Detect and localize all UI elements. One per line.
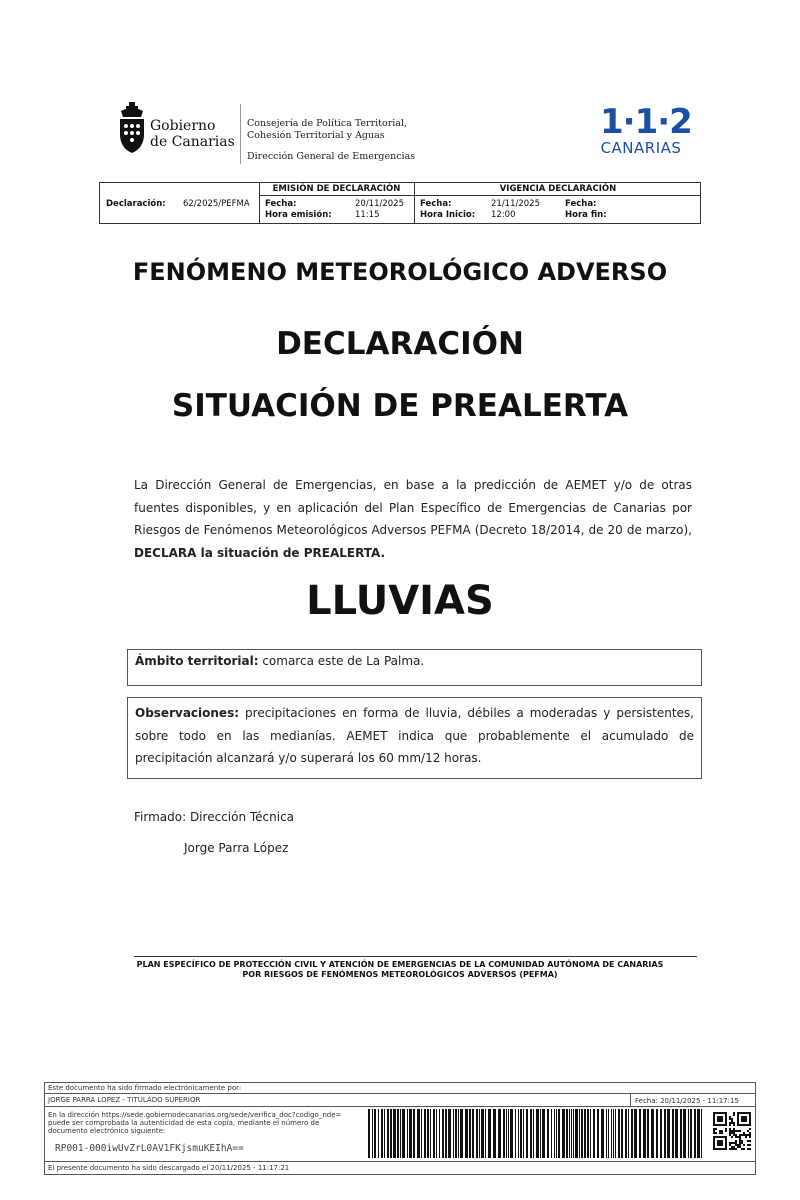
qr-module (747, 1148, 749, 1150)
gobierno-line1: Gobierno (150, 118, 216, 134)
barcode-bar (601, 1109, 604, 1158)
qr-module (713, 1128, 715, 1130)
qr-module (741, 1142, 743, 1144)
qr-module (733, 1124, 735, 1126)
barcode-bar (554, 1109, 555, 1158)
qr-module (745, 1136, 747, 1138)
barcode-bar (518, 1109, 519, 1158)
barcode-bar (503, 1109, 505, 1158)
consejeria-line2: Cohesión Territorial y Aguas (247, 130, 385, 141)
barcode-bar (621, 1109, 623, 1158)
qr-module (737, 1144, 739, 1146)
codigo-documento: RP001-000iwUvZrL0AV1FKjsmuKEIhA== (55, 1143, 244, 1154)
qr-finder (741, 1116, 747, 1122)
hora-fin-label: Hora fin: (565, 210, 607, 220)
declaracion-label: Declaración: (106, 199, 166, 209)
qr-module (735, 1142, 737, 1144)
barcode-bar (439, 1109, 440, 1158)
barcode-bar (618, 1109, 620, 1158)
barcode-bar (515, 1109, 516, 1158)
qr-module (749, 1128, 751, 1130)
barcode-bar (634, 1109, 637, 1158)
barcode-bar (387, 1109, 389, 1158)
barcode-bar (393, 1109, 396, 1158)
barcode-bar (694, 1109, 696, 1158)
gobierno-canarias-shield-icon (118, 102, 146, 154)
barcode-bar (547, 1109, 549, 1158)
gobierno-line2: de Canarias (150, 134, 235, 150)
barcode-bar (597, 1109, 599, 1158)
qr-module (713, 1132, 715, 1134)
qr-module (729, 1124, 731, 1126)
title-lluvias: LLUVIAS (306, 578, 494, 624)
qr-module (713, 1130, 715, 1132)
vigencia-header: VIGENCIA DECLARACIÓN (499, 184, 617, 194)
consejeria-name (247, 118, 407, 142)
qr-module (749, 1144, 751, 1146)
barcode-bar (680, 1109, 682, 1158)
barcode-bar (368, 1109, 370, 1158)
barcode-bar (675, 1109, 678, 1158)
sig-row (45, 1161, 755, 1162)
qr-module (735, 1136, 737, 1138)
barcode-bar (579, 1109, 580, 1158)
vigencia-fecha-label: Fecha: (420, 199, 452, 209)
firmante-text: JORGE PARRA LOPEZ - TITULADO SUPERIOR (48, 1096, 201, 1104)
barcode-bar (536, 1109, 539, 1158)
qr-module (731, 1122, 733, 1124)
barcode-bar (690, 1109, 692, 1158)
barcode-bar (672, 1109, 674, 1158)
qr-module (725, 1130, 727, 1132)
barcode-bar (651, 1109, 654, 1158)
barcode-bar (409, 1109, 412, 1158)
barcode-bar (455, 1109, 457, 1158)
qr-module (731, 1130, 733, 1132)
footer-line2: POR RIESGOS DE FENÓMENOS METEOROLÓGICOS ADVERSOS (PEFMA) (242, 970, 558, 979)
qr-module (731, 1142, 733, 1144)
qr-module (729, 1130, 731, 1132)
qr-module (739, 1130, 741, 1132)
qr-module (733, 1128, 735, 1130)
qr-module (739, 1146, 741, 1148)
emision-fecha-label: Fecha: (265, 199, 297, 209)
gobierno-canarias-name (150, 118, 235, 150)
barcode-bar (647, 1109, 649, 1158)
qr-module (733, 1122, 735, 1124)
header-divider (240, 104, 241, 164)
qr-module (739, 1142, 741, 1144)
barcode-bar (400, 1109, 401, 1158)
footer-line1: PLAN ESPECÍFICO DE PROTECCIÓN CIVIL Y ATENCIÓN DE EMERGENCIAS DE LA COMUNIDAD AUTÓNOMA DE CANARIAS (136, 960, 664, 969)
qr-module (729, 1116, 731, 1118)
barcode-bar (433, 1109, 435, 1158)
qr-module (741, 1134, 743, 1136)
qr-module (749, 1148, 751, 1150)
barcode-bar (611, 1109, 612, 1158)
barcode-bar (606, 1109, 607, 1158)
barcode-bar (556, 1109, 557, 1158)
qr-module (715, 1128, 717, 1130)
qr-module (733, 1114, 735, 1116)
fin-fecha-label: Fecha: (565, 199, 597, 209)
qr-module (731, 1148, 733, 1150)
qr-module (729, 1144, 731, 1146)
barcode-bar (558, 1109, 560, 1158)
barcode-bar (442, 1109, 444, 1158)
barcode-bar (498, 1109, 501, 1158)
barcode (368, 1109, 744, 1158)
barcode-bar (397, 1109, 399, 1158)
barcode-bar (458, 1109, 459, 1158)
qr-module (749, 1134, 751, 1136)
title-declaracion: DECLARACIÓN (276, 326, 524, 362)
observaciones-label: Observaciones: (135, 706, 240, 720)
firmado-text: Este documento ha sido firmado electrónicamente por: (48, 1084, 242, 1092)
barcode-bar (540, 1109, 541, 1158)
barcode-bar (472, 1109, 474, 1158)
qr-module (735, 1148, 737, 1150)
qr-module (735, 1144, 737, 1146)
barcode-bar (448, 1109, 451, 1158)
qr-module (733, 1142, 735, 1144)
barcode-bar (493, 1109, 496, 1158)
qr-module (735, 1134, 737, 1136)
barcode-bar (424, 1109, 426, 1158)
descargado-text: El presente documento ha sido descargado el 20/11/2025 - 11:17:21 (48, 1164, 290, 1172)
qr-module (729, 1118, 731, 1120)
qr-module (729, 1142, 731, 1144)
qr-code-icon (713, 1112, 751, 1150)
qr-module (729, 1132, 731, 1134)
qr-module (749, 1136, 751, 1138)
barcode-bar (427, 1109, 429, 1158)
barcode-bar (445, 1109, 447, 1158)
barcode-bar (631, 1109, 633, 1158)
hora-emision-label: Hora emisión: (265, 210, 332, 220)
verify-line2: puede ser comprobada la autenticidad de esta copia, mediante el número de (48, 1119, 320, 1127)
footer-divider (134, 956, 697, 957)
qr-module (741, 1148, 743, 1150)
hora-emision-value: 11:15 (355, 210, 380, 220)
qr-module (741, 1140, 743, 1142)
qr-module (739, 1134, 741, 1136)
electronic-signature-box (44, 1082, 756, 1175)
qr-module (743, 1148, 745, 1150)
qr-module (739, 1140, 741, 1142)
ambito-box (127, 649, 702, 686)
declaration-paragraph (134, 474, 692, 564)
qr-module (745, 1134, 747, 1136)
sig-divider (630, 1093, 631, 1106)
qr-module (729, 1128, 731, 1130)
paragraph-bold-text: DECLARA la situación de PREALERTA. (134, 545, 386, 560)
observaciones-value: precipitaciones en forma de lluvia, débiles a moderadas y persistentes, sobre todo en las medianías. AEMET indica que probablemente el acumulado de precipitación alcanzará y/o superará los 60 mm/12 horas. (135, 706, 694, 765)
qr-module (735, 1140, 737, 1142)
qr-module (729, 1148, 731, 1150)
qr-module (733, 1134, 735, 1136)
consejeria-line1: Consejería de Política Territorial, (247, 118, 408, 129)
verify-text (48, 1111, 341, 1135)
barcode-bar (530, 1109, 532, 1158)
declaration-table (99, 182, 701, 224)
hora-inicio-label: Hora Inicio: (420, 210, 476, 220)
barcode-bar (542, 1109, 545, 1158)
qr-module (731, 1118, 733, 1120)
qr-module (743, 1134, 745, 1136)
qr-module (729, 1122, 731, 1124)
barcode-bar (481, 1109, 484, 1158)
qr-module (719, 1130, 721, 1132)
qr-module (739, 1136, 741, 1138)
barcode-bar (701, 1109, 702, 1158)
barcode-bar (667, 1109, 670, 1158)
barcode-bar (688, 1109, 689, 1158)
qr-module (747, 1144, 749, 1146)
observaciones-box (127, 697, 702, 779)
qr-module (731, 1120, 733, 1122)
hora-inicio-value: 12:00 (491, 210, 516, 220)
qr-finder (717, 1116, 723, 1122)
barcode-bar (378, 1109, 379, 1158)
qr-module (743, 1144, 745, 1146)
barcode-bar (590, 1109, 591, 1158)
declaracion-value: 62/2025/PEFMA (183, 199, 250, 209)
qr-module (733, 1132, 735, 1134)
barcode-bar (476, 1109, 478, 1158)
barcode-bar (575, 1109, 578, 1158)
qr-module (721, 1130, 723, 1132)
qr-module (747, 1140, 749, 1142)
qr-module (735, 1130, 737, 1132)
barcode-bar (520, 1109, 522, 1158)
qr-module (733, 1130, 735, 1132)
qr-module (731, 1132, 733, 1134)
qr-module (733, 1146, 735, 1148)
qr-module (737, 1146, 739, 1148)
barcode-bar (488, 1109, 491, 1158)
qr-module (731, 1136, 733, 1138)
barcode-bar (660, 1109, 662, 1158)
qr-module (733, 1148, 735, 1150)
barcode-bar (465, 1109, 468, 1158)
barcode-bar (569, 1109, 570, 1158)
qr-module (729, 1134, 731, 1136)
barcode-bar (639, 1109, 641, 1158)
barcode-bar (485, 1109, 486, 1158)
table-divider (259, 195, 701, 196)
barcode-bar (551, 1109, 552, 1158)
barcode-bar (656, 1109, 658, 1158)
barcode-bar (581, 1109, 583, 1158)
barcode-bar (510, 1109, 513, 1158)
barcode-bar (374, 1109, 376, 1158)
barcode-bar (421, 1109, 422, 1158)
barcode-bar (566, 1109, 568, 1158)
ambito-label: Ámbito territorial: (135, 654, 259, 668)
barcode-bar (526, 1109, 528, 1158)
qr-module (743, 1132, 745, 1134)
verify-line3: documento electrónico siguiente: (48, 1127, 166, 1135)
direccion-general-name: Dirección General de Emergencias (247, 151, 416, 162)
qr-module (749, 1132, 751, 1134)
logo-112-number: 1·1·2 (600, 102, 692, 142)
barcode-bar (508, 1109, 509, 1158)
logo-112-canarias (600, 102, 692, 157)
qr-module (747, 1134, 749, 1136)
qr-module (721, 1132, 723, 1134)
barcode-bar (628, 1109, 629, 1158)
verify-line1: En la dirección https://sede.gobiernodecanarias.org/sede/verifica_doc?codigo_nde= (48, 1111, 342, 1119)
qr-finder (717, 1140, 723, 1146)
barcode-bar (697, 1109, 700, 1158)
barcode-bar (407, 1109, 408, 1158)
barcode-bar (479, 1109, 480, 1158)
barcode-bar (562, 1109, 565, 1158)
qr-module (749, 1140, 751, 1142)
barcode-bar (469, 1109, 471, 1158)
barcode-bar (523, 1109, 524, 1158)
barcode-bar (643, 1109, 646, 1158)
qr-module (733, 1112, 735, 1114)
title-situacion: SITUACIÓN DE PREALERTA (171, 388, 629, 424)
barcode-bar (584, 1109, 586, 1158)
barcode-bar (533, 1109, 534, 1158)
barcode-bar (587, 1109, 589, 1158)
barcode-bar (417, 1109, 420, 1158)
barcode-bar (664, 1109, 666, 1158)
barcode-bar (430, 1109, 431, 1158)
barcode-bar (460, 1109, 463, 1158)
qr-module (739, 1138, 741, 1140)
qr-module (719, 1132, 721, 1134)
barcode-bar (390, 1109, 392, 1158)
barcode-bar (608, 1109, 609, 1158)
barcode-bar (453, 1109, 454, 1158)
qr-module (737, 1136, 739, 1138)
barcode-bar (372, 1109, 373, 1158)
barcode-bar (381, 1109, 383, 1158)
fecha-firma: Fecha: 20/11/2025 - 11:17:15 (635, 1097, 739, 1105)
qr-module (715, 1132, 717, 1134)
barcode-bar (683, 1109, 686, 1158)
barcode-bar (506, 1109, 507, 1158)
barcode-bar (613, 1109, 614, 1158)
barcode-bar (625, 1109, 627, 1158)
barcode-bar (436, 1109, 437, 1158)
paragraph-text: La Dirección General de Emergencias, en base a la predicción de AEMET y/o de otras fuentes disponibles, y en aplicación del Plan Específico de Emergencias de Canarias por Riesgos de Fenómenos Meteorológicos Adversos PEFMA (Decreto 18/2014, de 20 de marzo), (134, 478, 692, 537)
qr-module (725, 1128, 727, 1130)
vigencia-fecha-value: 21/11/2025 (491, 199, 540, 209)
emision-header: EMISIÓN DE DECLARACIÓN (272, 184, 401, 194)
emision-fecha-value: 20/11/2025 (355, 199, 404, 209)
qr-module (747, 1130, 749, 1132)
barcode-bar (384, 1109, 385, 1158)
firmante-name: Jorge Parra López (184, 841, 289, 855)
ambito-value: comarca este de La Palma. (258, 654, 425, 668)
firmado-line: Firmado: Dirección Técnica (134, 810, 295, 824)
logo-112-text: CANARIAS (600, 139, 682, 157)
barcode-bar (573, 1109, 574, 1158)
barcode-bar (571, 1109, 572, 1158)
barcode-bar (402, 1109, 405, 1158)
barcode-bar (615, 1109, 616, 1158)
qr-module (739, 1144, 741, 1146)
barcode-bar (413, 1109, 415, 1158)
barcode-bar (593, 1109, 595, 1158)
title-fenomeno: FENÓMENO METEOROLÓGICO ADVERSO (132, 258, 668, 286)
qr-module (737, 1130, 739, 1132)
qr-module (731, 1146, 733, 1148)
